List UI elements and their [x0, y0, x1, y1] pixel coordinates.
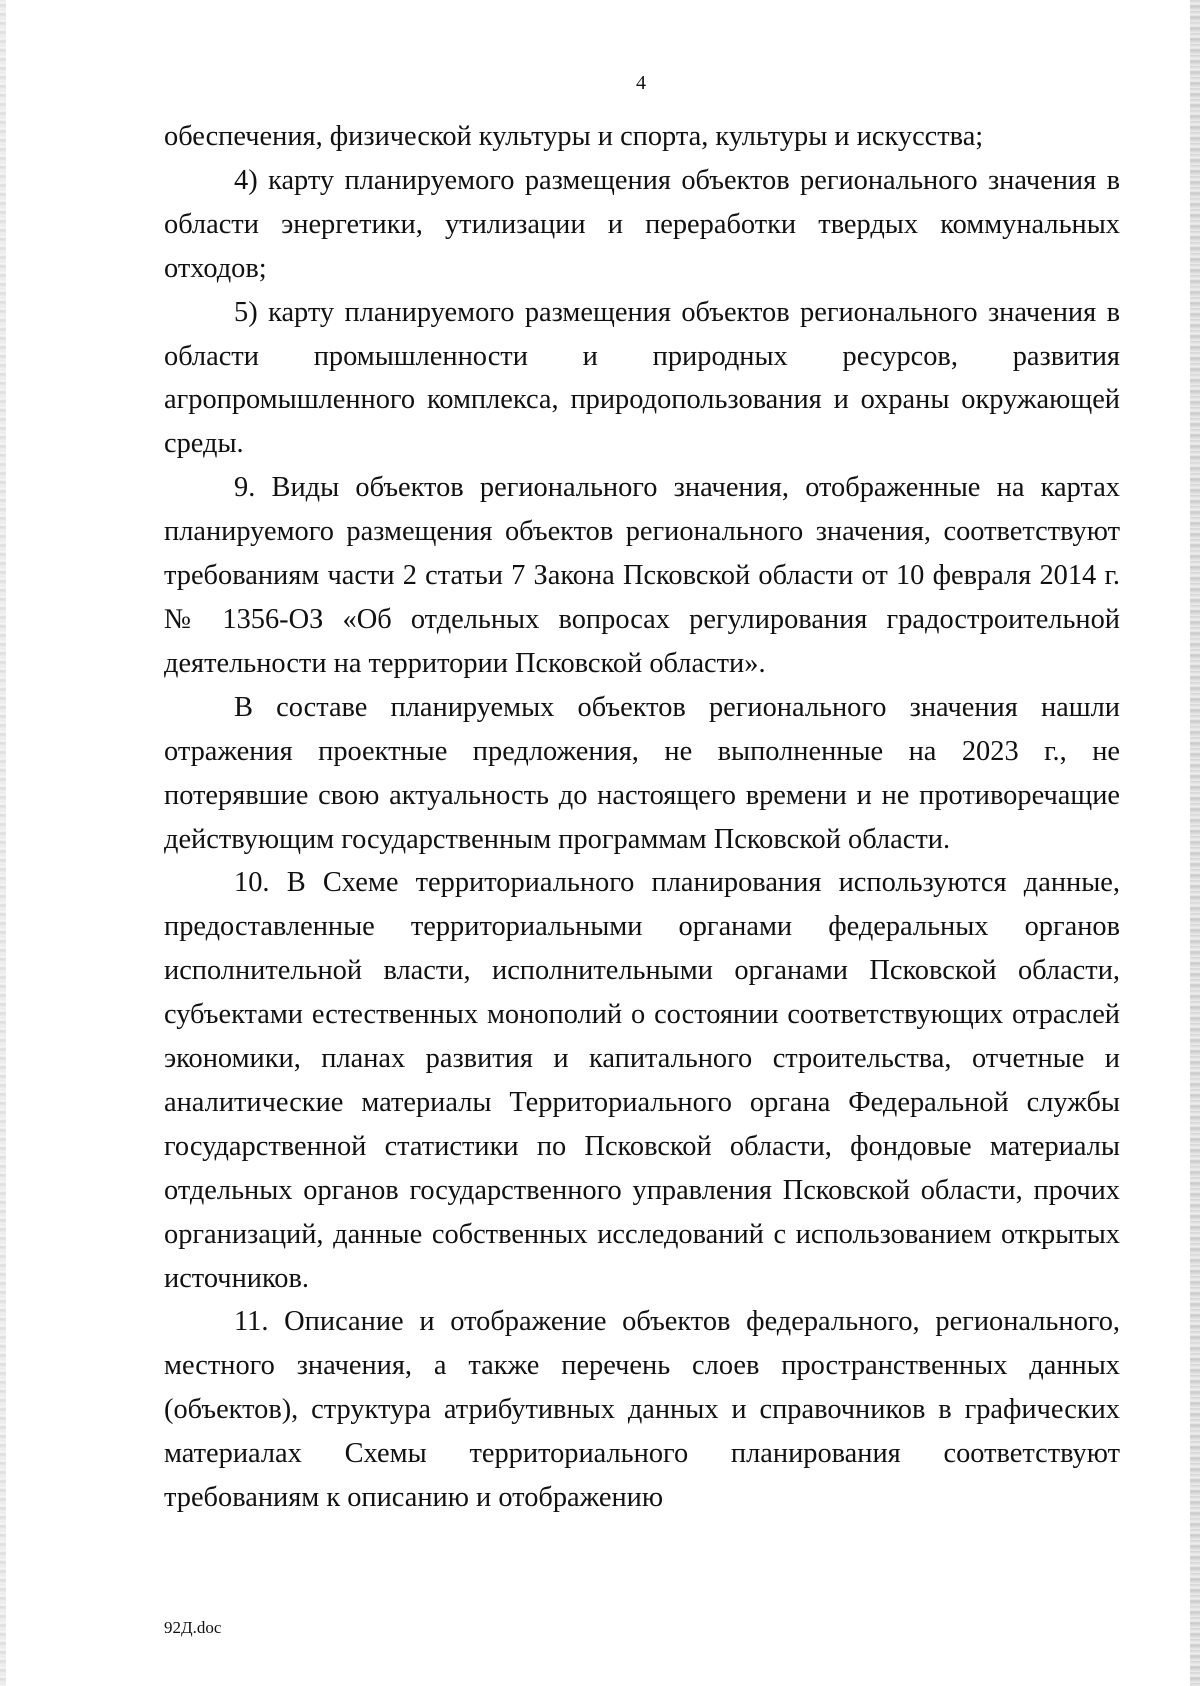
paragraph-item-5: 5) карту планируемого размещения объектов регионального значения в области промышленности и природных ресурсов, развития агропромышленного комплекса, природопользования и охраны окружающей среды. [164, 296, 1120, 460]
paragraph-10: 10. В Схеме территориального планирования используются данные, предоставленные территориальными органами федеральных органов исполнительной власти, исполнительными органами Псковской области, субъектами естественных монополий о состоянии соответствующих отраслей экономики, планах развития и капитального строительства, отчетные и аналитические материалы Территориального органа Федеральной службы государственной статистики по Псковской области, фондовые материалы отдельных органов государственного управления Псковской области, прочих организаций, данные собственных исследований с использованием открытых источников. [164, 867, 1120, 1294]
scan-edge-right [1190, 0, 1200, 1686]
footer-filename: 92Д.doc [164, 1618, 222, 1637]
paragraph-11: 11. Описание и отображение объектов федерального, регионального, местного значения, а также перечень слоев пространственных данных (объектов), структура атрибутивных данных и справочников в графических материалах Схемы территориального планирования соответствуют требованиям к описанию и отображению [164, 1306, 1120, 1514]
scan-edge-left [0, 0, 6, 1686]
paragraph-planned-objects: В составе планируемых объектов регионального значения нашли отражения проектные предложения, не выполненные на 2023 г., не потерявшие свою актуальность до настоящего времени и не противоречащие действующим государственным программам Псковской области. [164, 691, 1120, 855]
paragraph-continuation: обеспечения, физической культуры и спорта, культуры и искусства; [164, 121, 984, 152]
document-body [164, 115, 1120, 1520]
page-number: 4 [636, 72, 646, 94]
paragraph-9: 9. Виды объектов регионального значения, отображенные на картах планируемого размещения объектов регионального значения, соответствуют требованиям части 2 статьи 7 Закона Псковской области от 10 февраля 2014 г. № 1356-ОЗ «Об отдельных вопросах регулирования градостроительной деятельности на территории Псковской области». [164, 472, 1120, 679]
paragraph-item-4: 4) карту планируемого размещения объектов регионального значения в области энергетики, утилизации и переработки твердых коммунальных отходов; [164, 164, 1120, 284]
